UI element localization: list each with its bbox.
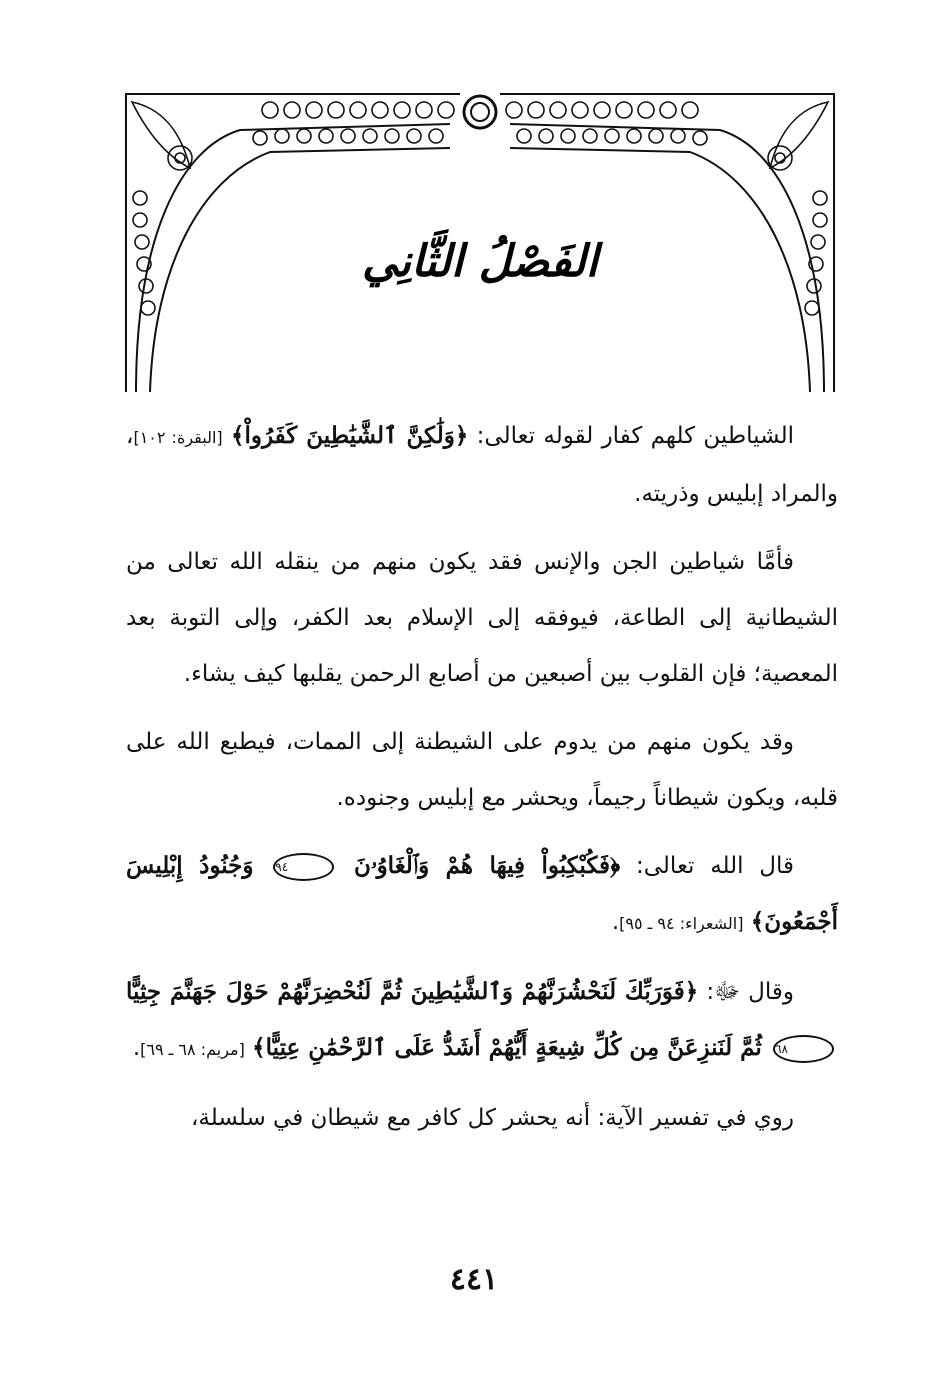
text-segment: ، والمراد إبليس وذريته.	[126, 423, 838, 507]
ayah-number-marker: ٦٨	[773, 1035, 834, 1063]
quran-verse: ثُمَّ لَنَنزِعَنَّ مِن كُلِّ شِيعَةٍ أَيُّهُمْ أَشَدُّ عَلَى ٱلرَّحْمَٰنِ عِتِيًّا﴾	[252, 1034, 762, 1061]
verse-reference: [مريم: ٦٨ ـ ٦٩]	[140, 1040, 245, 1059]
text-segment: الشياطين كلهم كفار لقوله تعالى:	[468, 423, 795, 449]
verse-reference: [البقرة: ١٠٢]	[133, 428, 223, 447]
body-text	[126, 408, 838, 1158]
paragraph-5	[126, 964, 838, 1078]
text-segment: قال الله تعالى:	[620, 853, 795, 879]
verse-reference: [الشعراء: ٩٤ ـ ٩٥]	[619, 914, 744, 933]
paragraph-2: فأمَّا شياطين الجن والإنس فقد يكون منهم من ينقله الله تعالى من الشيطانية إلى الطاعة، فيوفقه إلى الإسلام بعد الكفر، وإلى التوبة بعد المعصية؛ فإن القلوب بين أصبعين من أصابع الرحمن يقلبها كيف يشاء.	[126, 549, 838, 687]
page-number: ٤٤١	[449, 1262, 499, 1297]
quran-verse: وَجُنُودُ إِبْلِيسَ أَجْمَعُونَ﴾	[126, 852, 838, 935]
chapter-title: الفَصْلُ الثَّانِي	[362, 236, 598, 287]
paragraph-3: وقد يكون منهم من يدوم على الشيطنة إلى الممات، فيطبع الله على قلبه، ويكون شيطاناً رجيماً، ويحشر مع إبليس وجنوده.	[126, 729, 838, 811]
paragraph-6: روي في تفسير الآية: أنه يحشر كل كافر مع شيطان في سلسلة،	[190, 1105, 794, 1131]
paragraph-1	[126, 408, 838, 522]
quran-verse: ﴿فَوَرَبِّكَ لَنَحْشُرَنَّهُمْ وَٱلشَّيَٰطِينَ ثُمَّ لَنُحْضِرَنَّهُمْ حَوْلَ جَهَنَّمَ جِثِيًّا	[126, 978, 699, 1005]
text-segment: .	[132, 1035, 141, 1061]
medallion-icon	[464, 96, 496, 128]
paragraph-4	[126, 838, 838, 952]
quran-verse: ﴿وَلَٰكِنَّ ٱلشَّيَٰطِينَ كَفَرُواْ﴾	[230, 422, 469, 449]
text-segment: وقال ﷻ:	[698, 979, 794, 1005]
ayah-number-marker: ٩٤	[273, 853, 334, 881]
quran-verse: ﴿فَكُبْكِبُواْ فِيهَا هُمْ وَٱلْغَاوُۥنَ	[353, 852, 621, 879]
text-segment: .	[611, 909, 620, 935]
